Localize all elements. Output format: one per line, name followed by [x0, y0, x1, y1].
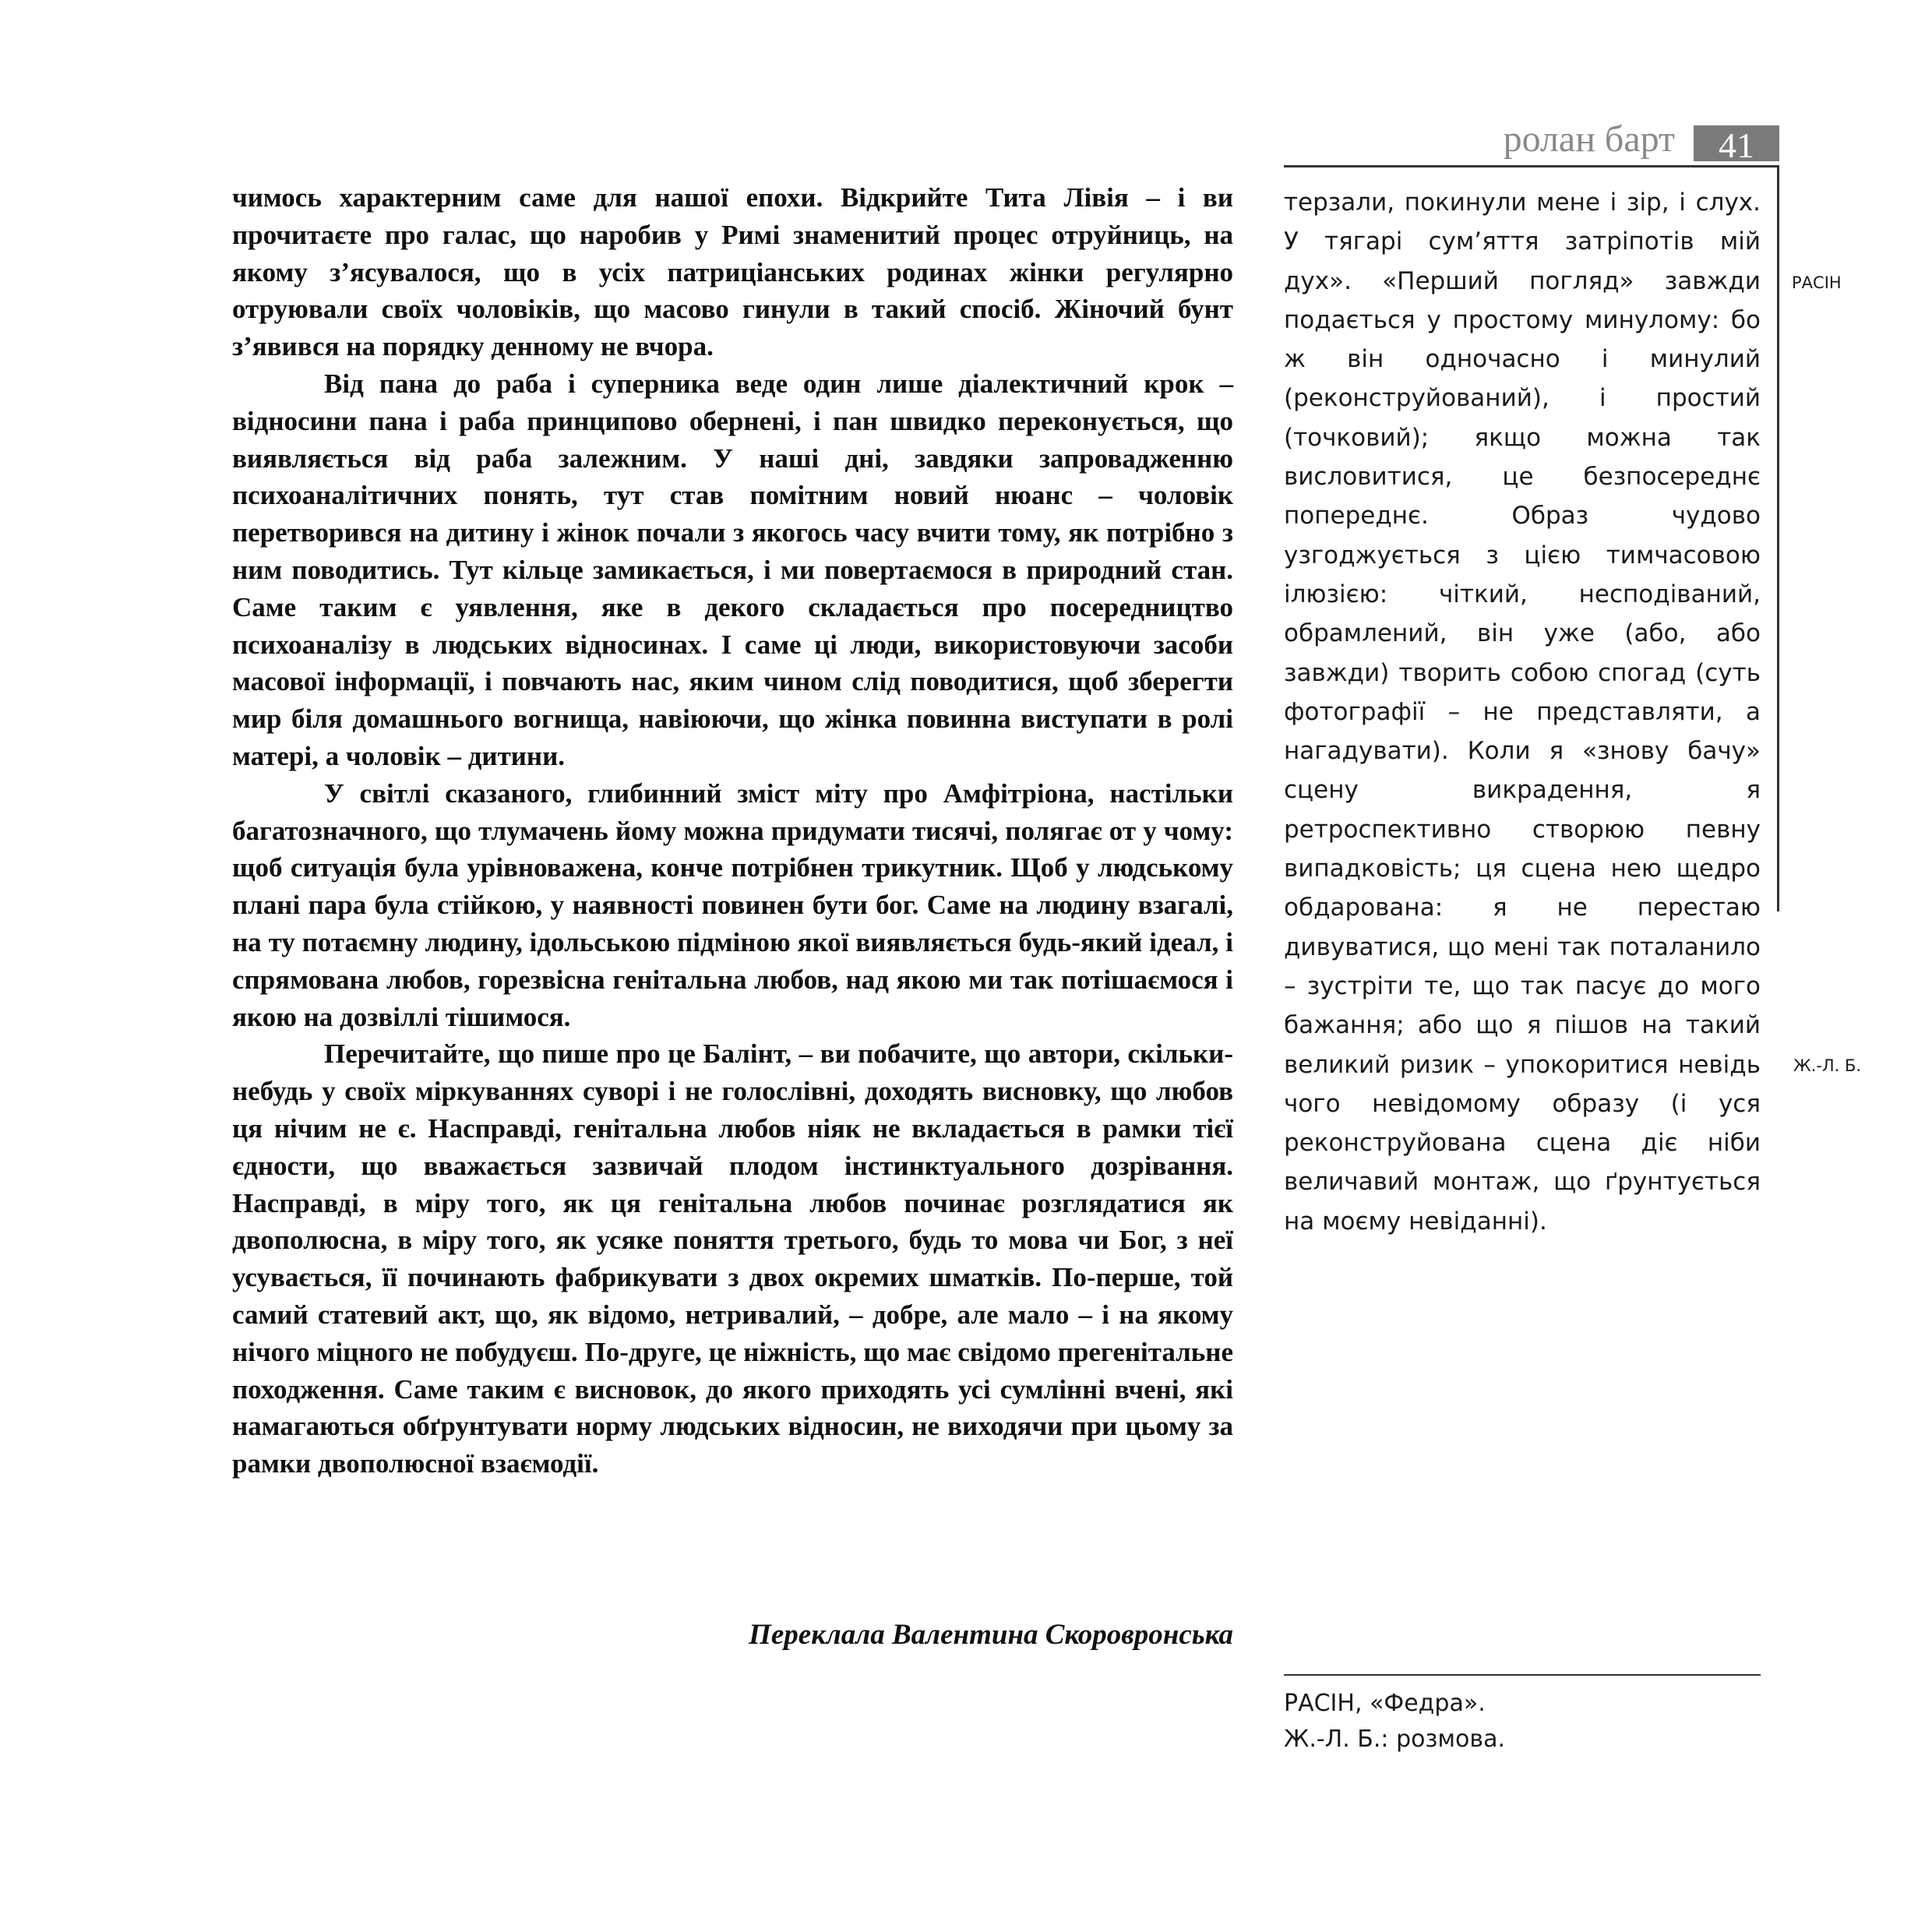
footnotes	[1284, 1686, 1761, 1757]
translator-credit: Переклала Валентина Скоровронська	[749, 1619, 1233, 1651]
side-column	[1284, 183, 1761, 1241]
main-paragraph-4: Перечитайте, що пише про це Балінт, – ви побачите, що автори, скільки-небудь у своїх міркуваннях суворі і не голослівні, доходять висновку, що любов ця нічим не є. Насправді, генітальна любов ніяк не вкладається в рамки тієї єдности, що вважається зазвичай плодом інстинктуального дозрівання. Насправді, в міру того, як ця генітальна любов починає розглядатися як двополюсна, в міру того, як усяке поняття третього, будь то мова чи Бог, з неї усувається, її починають фабрикувати з двох окремих шматків. По-перше, той самий статевий акт, що, як відомо, нетривалий, – добре, але мало – і на якому нічого міцного не побудуєш. По-друге, це ніжність, що має свідомо прегенітальне походження. Саме таким є висновок, до якого приходять усі сумлінні вчені, які намагаються обґрунтувати норму людських відносин, не виходячи при цьому за рамки двополюсної взаємодії.	[232, 1038, 1233, 1479]
main-paragraph-2: Від пана до раба і суперника веде один лише діалектичний крок – відносини пана і раба принципово обернені, і пан швидко переконується, що виявляється від раба залежним. У наші дні, завдяки запровадженню психоаналітичних понять, тут став помітним новий нюанс – чоловік перетворився на дитину і жінок почали з якогось часу вчити тому, як потрібно з ним поводитись. Тут кільце замикається, і ми повертаємося в природний стан. Саме таким є уявлення, яке в декого складається про посередництво психоаналізу в людських відносинах. І саме ці люди, використовуючи засоби масової інформації, і повчають нас, яким чином слід поводитися, щоб зберегти мир біля домашнього вогнища, навіюючи, що жінка повинна виступати в ролі матері, а чоловік – дитини.	[232, 368, 1233, 771]
header-rule-vertical	[1777, 165, 1779, 911]
running-header-author: ролан барт	[1503, 118, 1675, 160]
page-number: 41	[1694, 125, 1779, 161]
main-paragraph-1: чимось характерним саме для нашої епохи. Відкрийте Тита Лівія – і ви прочитаєте про галас, що наробив у Римі знаменитий процес отруйниць, на якому з’ясувалося, що в усіх патриціанських родинах жінки регулярно отруювали своїх чоловіків, що масово гинули в такий спосіб. Жіночий бунт з’явився на порядку денному не вчора.	[232, 182, 1233, 362]
footnote-jlb: Ж.-Л. Б.: розмова.	[1284, 1726, 1506, 1753]
footnote-rule	[1284, 1674, 1761, 1676]
margin-note-racine: РАСІН	[1792, 273, 1842, 292]
footnote-racine: РАСІН, «Федра».	[1284, 1690, 1486, 1717]
margin-note-jlb: Ж.-Л. Б.	[1793, 1056, 1862, 1075]
header-rule-horizontal	[1284, 165, 1779, 167]
main-paragraph-3: У світлі сказаного, глибинний зміст міту про Амфітріона, настільки багатозначного, що тлумачень йому можна придумати тисячі, полягає от у чому: щоб ситуація була урівноважена, конче потрібнен трикутник. Щоб у людському плані пара була стійкою, у наявності повинен бути бог. Саме на людину взагалі, на ту потаємну людину, ідольською підміною якої виявляється будь-який ідеал, і спрямована любов, горезвісна генітальна любов, над якою ми так потішаємося і якою на дозвіллі тішимося.	[232, 777, 1233, 1032]
main-column	[232, 179, 1233, 1482]
side-paragraph: терзали, покинули мене і зір, і слух. У тягарі сум’яття затріпотів мій дух». «Перший погляд» завжди подається у простому минулому: бо ж він одночасно і минулий (реконструйований), і простий (точковий); якщо можна так висловитися, це безпосереднє попереднє. Образ чудово узгоджується з цією тимчасовою ілюзією: чіткий, несподіваний, обрамлений, він уже (або, або завжди) творить собою спогад (суть фотографії – не представляти, а нагадувати). Коли я «знову бачу» сцену викрадення, я ретроспективно створюю певну випадковість; ця сцена нею щедро обдарована: я не перестаю дивуватися, що мені так поталанило – зустріти те, що так пасує до мого бажання; або що я пішов на такий великий ризик – упокоритися невідь чого невідомому образу (і уся реконструйована сцена діє ніби величавий монтаж, що ґрунтується на моєму невіданні).	[1284, 189, 1761, 1236]
